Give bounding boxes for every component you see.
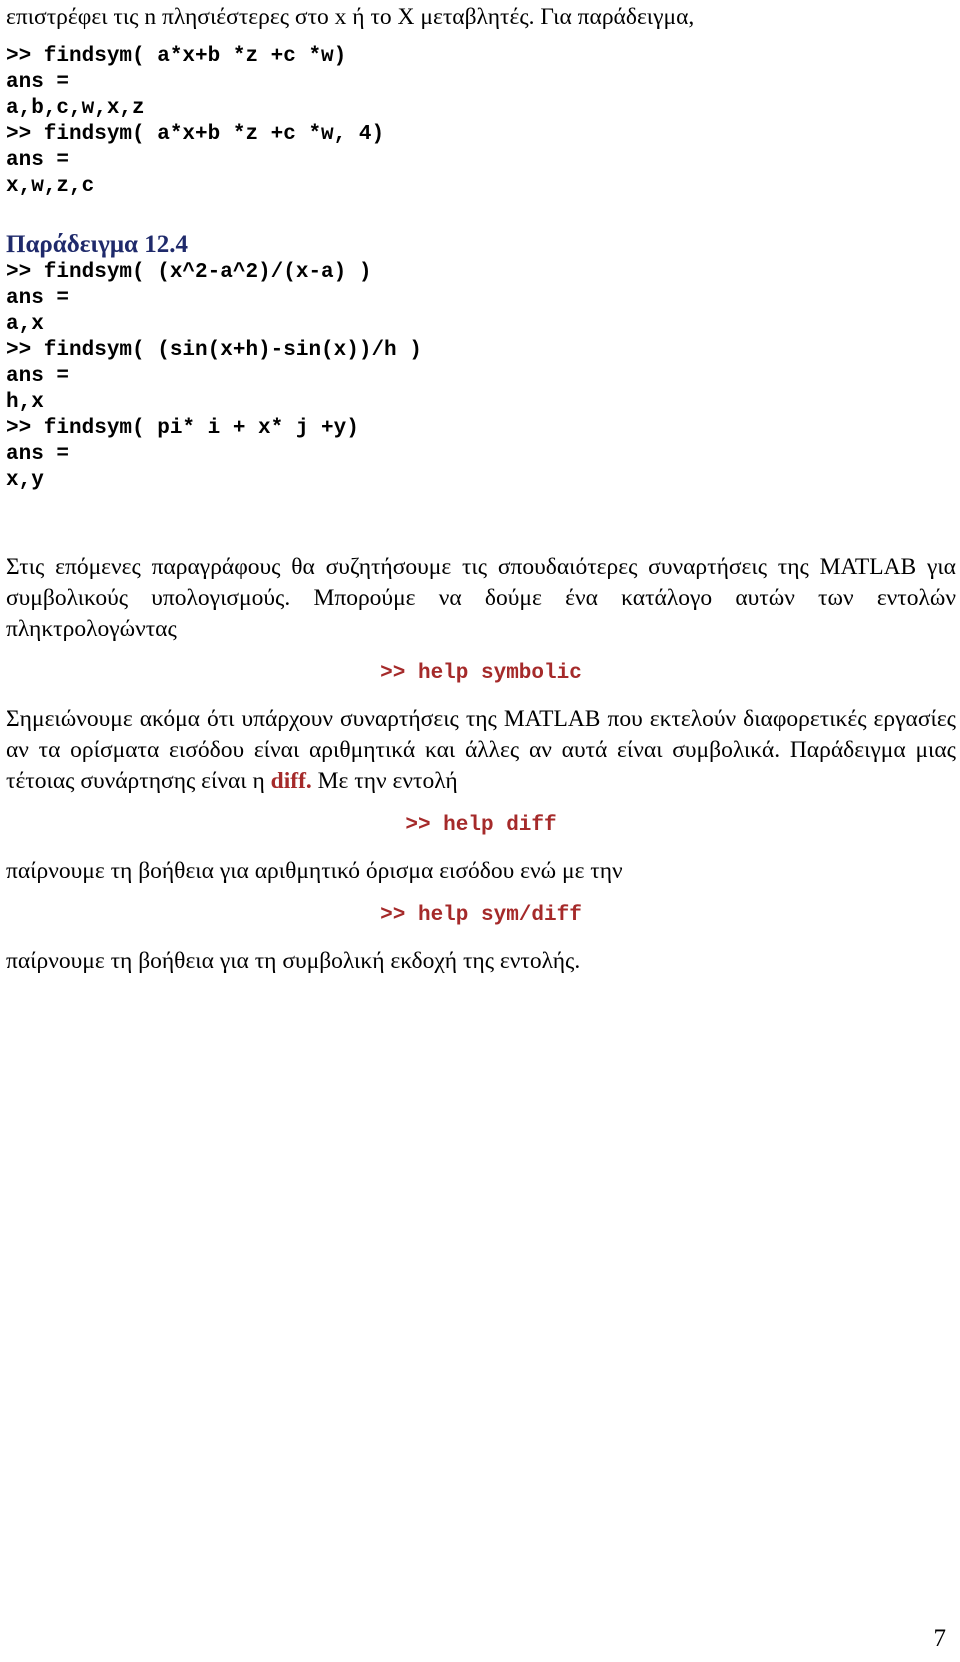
code-line: ans = [6, 443, 70, 466]
command-help-diff: >> help diff [405, 814, 557, 837]
page-number: 7 [933, 1625, 946, 1652]
example-heading: Παράδειγμα 12.4 [6, 231, 188, 258]
code-line: a,x [6, 313, 44, 336]
paragraph-numeric-help: παίρνουμε τη βοήθεια για αριθμητικό όρισμα εισόδου ενώ με την [6, 858, 623, 884]
code-line: ans = [6, 365, 70, 388]
code-block-2 [6, 260, 956, 494]
command-help-symbolic: >> help symbolic [380, 662, 582, 685]
code-line: x,w,z,c [6, 175, 95, 198]
code-line: a,b,c,w,x,z [6, 97, 145, 120]
code-line: ans = [6, 149, 70, 172]
code-line: >> findsym( a*x+b *z +c *w) [6, 45, 347, 68]
command-help-sym-diff: >> help sym/diff [380, 904, 582, 927]
intro-line: επιστρέφει τις n πλησιέστερες στο x ή το X μεταβλητές. Για παράδειγμα, [6, 4, 695, 30]
code-line: >> findsym( (x^2-a^2)/(x-a) ) [6, 261, 372, 284]
paragraph-text: Με την εντολή [311, 768, 458, 794]
code-line: >> findsym( (sin(x+h)-sin(x))/h ) [6, 339, 422, 362]
document-page [6, 0, 956, 977]
code-line: h,x [6, 391, 44, 414]
code-line: >> findsym( pi* i + x* j +y) [6, 417, 359, 440]
code-line: ans = [6, 71, 70, 94]
diff-keyword: diff. [270, 768, 312, 794]
paragraph-numeric-vs-symbolic [6, 704, 956, 797]
paragraph-text: Σημειώνουμε ακόμα ότι υπάρχουν συναρτήσεις της MATLAB που εκτελούν διαφορετικές εργασίες αν τα ορίσματα εισόδου είναι αριθμητικά και άλλες αν αυτά είναι συμβολικά. Παράδειγμα μιας τέτοιας συνάρτησης είναι η [6, 706, 956, 794]
code-line: ans = [6, 287, 70, 310]
code-line: >> findsym( a*x+b *z +c *w, 4) [6, 123, 385, 146]
code-line: x,y [6, 469, 44, 492]
paragraph-symbolic-help: παίρνουμε τη βοήθεια για τη συμβολική εκδοχή της εντολής. [6, 948, 581, 974]
code-block-1 [6, 44, 956, 200]
paragraph-symbolic-functions: Στις επόμενες παραγράφους θα συζητήσουμε τις σπουδαιότερες συναρτήσεις της MATLAB για συμβολικούς υπολογισμούς. Μπορούμε να δούμε ένα κατάλογο αυτών των εντολών πληκτρολογώντας [6, 554, 956, 642]
